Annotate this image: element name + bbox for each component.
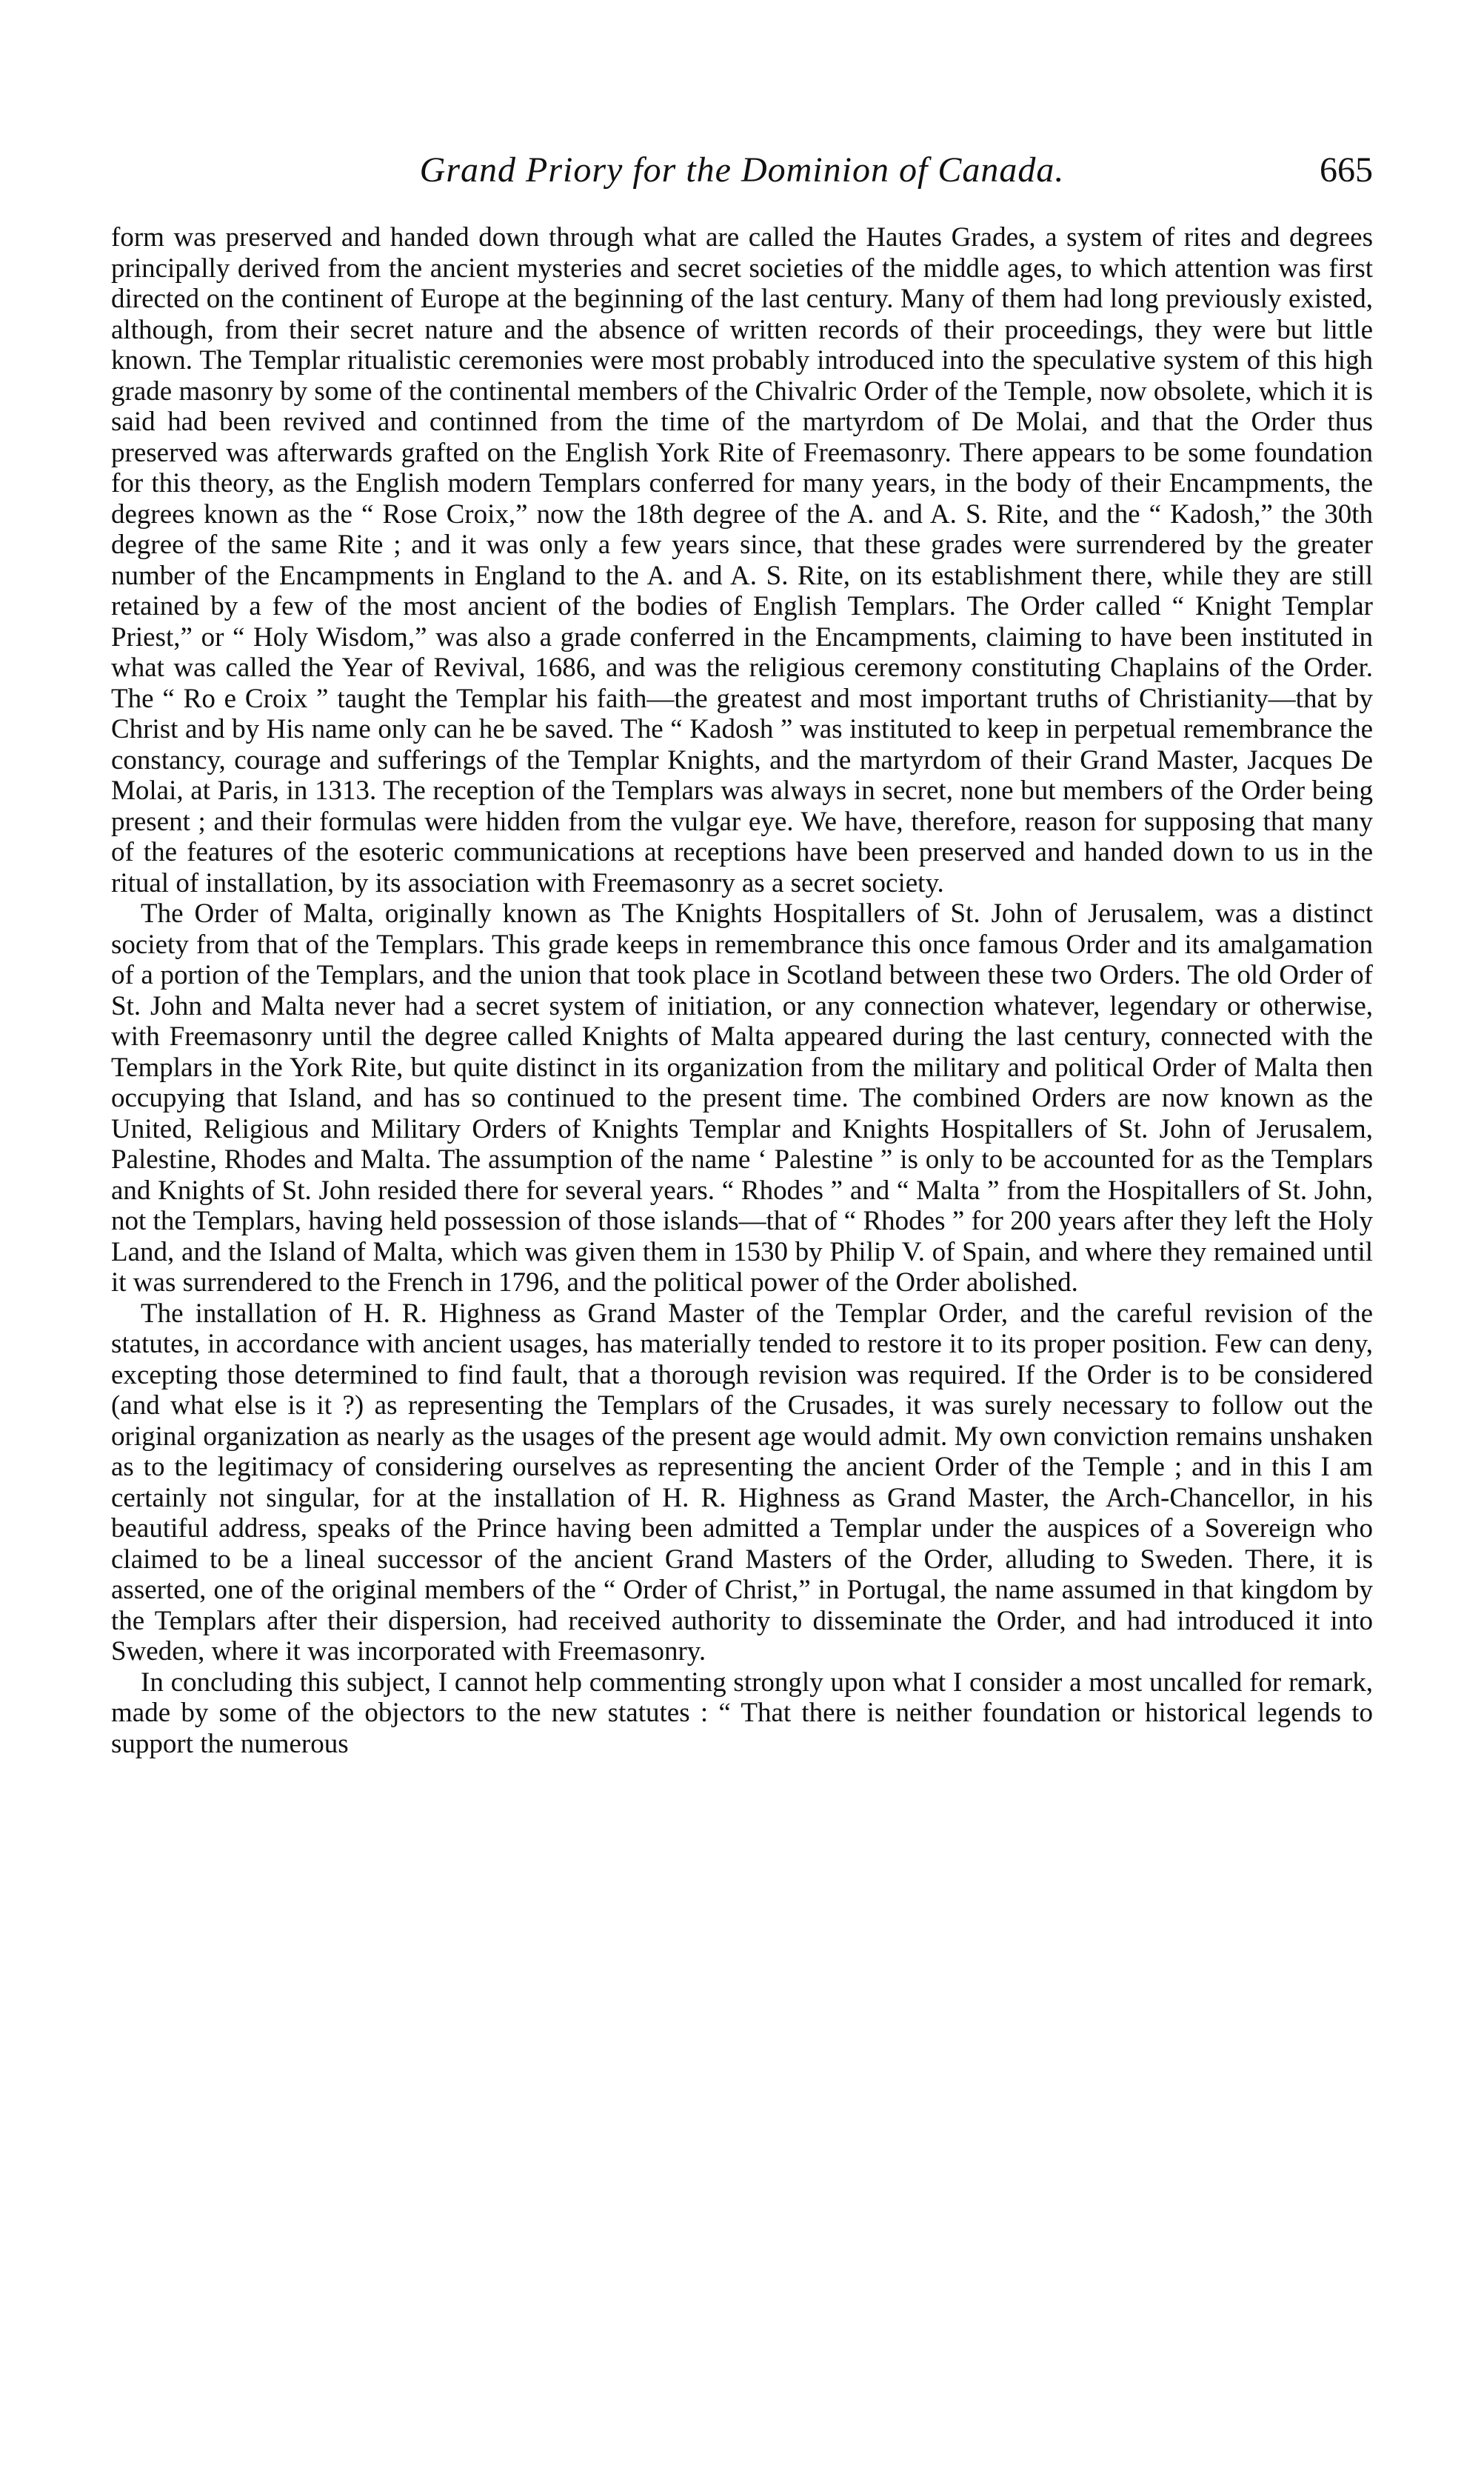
paragraph: In concluding this subject, I cannot help commenting strongly upon what I consider a most uncalled for remark, made by some of the objectors to the new statutes : “ That there is neither foundation or historical legends to support the numerous [111,1667,1373,1759]
body-text [111,222,1373,1759]
page-number: 665 [1320,150,1373,190]
paragraph: The installation of H. R. Highness as Grand Master of the Templar Order, and the careful revision of the statutes, in accordance with ancient usages, has materially tended to restore it to its proper position. Few can deny, excepting those determined to find fault, that a thorough revision was required. If the Order is to be considered (and what else is it ?) as representing the Templars of the Crusades, it was surely necessary to follow out the original organization as nearly as the usages of the present age would admit. My own conviction remains unshaken as to the legitimacy of considering ourselves as representing the ancient Order of the Temple ; and in this I am certainly not singular, for at the installation of H. R. Highness as Grand Master, the Arch-Chancellor, in his beautiful address, speaks of the Prince having been admitted a Templar under the auspices of a Sovereign who claimed to be a lineal successor of the ancient Grand Masters of the Order, alluding to Sweden. There, it is asserted, one of the original members of the “ Order of Christ,” in Portugal, the name assumed in that kingdom by the Templars after their dispersion, had received authority to disseminate the Order, and had introduced it into Sweden, where it was incorporated with Freemasonry. [111,1298,1373,1667]
paragraph: The Order of Malta, originally known as The Knights Hospitallers of St. John of Jerusalem, was a distinct society from that of the Templars. This grade keeps in remembrance this once famous Order and its amalgamation of a portion of the Templars, and the union that took place in Scotland between these two Orders. The old Order of St. John and Malta never had a secret system of initiation, or any connection whatever, legendary or otherwise, with Freemasonry until the degree called Knights of Malta appeared during the last century, connected with the Templars in the York Rite, but quite distinct in its organization from the military and political Order of Malta then occupying that Island, and has so continued to the present time. The combined Orders are now known as the United, Religious and Military Orders of Knights Templar and Knights Hospitallers of St. John of Jerusalem, Palestine, Rhodes and Malta. The assumption of the name ‘ Palestine ” is only to be accounted for as the Templars and Knights of St. John resided there for several years. “ Rhodes ” and “ Malta ” from the Hospitallers of St. John, not the Templars, having held possession of those islands—that of “ Rhodes ” for 200 years after they left the Holy Land, and the Island of Malta, which was given them in 1530 by Philip V. of Spain, and where they remained until it was surrendered to the French in 1796, and the political power of the Order abolished. [111,898,1373,1298]
running-head [111,148,1373,200]
paragraph: form was preserved and handed down through what are called the Hautes Grades, a system of rites and degrees principally derived from the ancient mysteries and secret societies of the middle ages, to which attention was first directed on the continent of Europe at the beginning of the last century. Many of them had long previously existed, although, from their secret nature and the absence of written records of their proceedings, they were but little known. The Templar ritualistic ceremonies were most probably introduced into the speculative system of this high grade masonry by some of the continental members of the Chivalric Order of the Temple, now obsolete, which it is said had been revived and continned from the time of the martyrdom of De Molai, and that the Order thus preserved was afterwards grafted on the English York Rite of Freemasonry. There appears to be some foundation for this theory, as the English modern Templars conferred for many years, in the body of their Encampments, the degrees known as the “ Rose Croix,” now the 18th degree of the A. and A. S. Rite, and the “ Kadosh,” the 30th degree of the same Rite ; and it was only a few years since, that these grades were surrendered by the greater number of the Encampments in England to the A. and A. S. Rite, on its establishment there, while they are still retained by a few of the most ancient of the bodies of English Templars. The Order called “ Knight Templar Priest,” or “ Holy Wisdom,” was also a grade conferred in the Encampments, claiming to have been instituted in what was called the Year of Revival, 1686, and was the religious ceremony constituting Chaplains of the Order. The “ Ro e Croix ” taught the Templar his faith—the greatest and most important truths of Christianity—that by Christ and by His name only can he be saved. The “ Kadosh ” was instituted to keep in perpetual remembrance the constancy, courage and sufferings of the Templar Knights, and the martyrdom of their Grand Master, Jacques De Molai, at Paris, in 1313. The reception of the Templars was always in secret, none but members of the Order being present ; and their formulas were hidden from the vulgar eye. We have, therefore, reason for supposing that many of the features of the esoteric communications at receptions have been preserved and handed down to us in the ritual of installation, by its association with Freemasonry as a secret society. [111,222,1373,898]
running-title: Grand Priory for the Dominion of Canada. [419,150,1065,190]
